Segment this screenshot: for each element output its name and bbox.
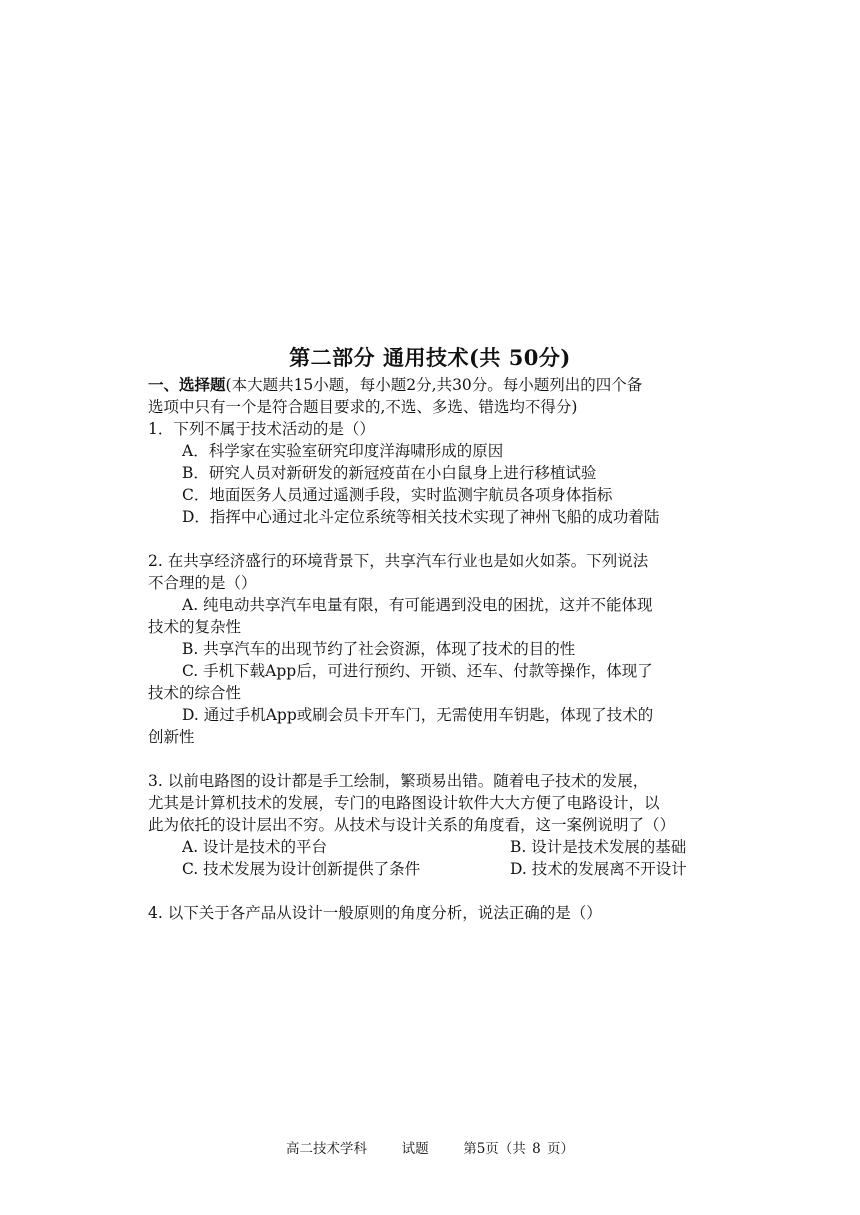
question-1-option-b: B．研究人员对新研发的新冠疫苗在小白鼠身上进行移植试验	[182, 464, 597, 482]
footer-page-number: 第5页（共 8 页）	[463, 1141, 574, 1157]
spacer	[148, 880, 718, 902]
question-1-option-a: A．科学家在实验室研究印度洋海啸形成的原因	[182, 442, 504, 460]
question-3-option-d: D. 技术的发展离不开设计	[510, 860, 687, 878]
question-1-option-c: C．地面医务人员通过遥测手段，实时监测宇航员各项身体指标	[182, 486, 613, 504]
question-3-stem-line-2: 尤其是计算机技术的发展，专门的电路图设计软件大大方便了电路设计，以	[148, 794, 660, 812]
question-4-stem: 4. 以下关于各产品从设计一般原则的角度分析，说法正确的是（）	[148, 904, 602, 922]
instructions-line-2: 选项中只有一个是符合题目要求的,不选、多选、错选均不得分)	[148, 398, 578, 416]
question-2-option-a-line-1: A. 纯电动共享汽车电量有限，有可能遇到没电的困扰，这并不能体现	[182, 596, 653, 614]
question-2-option-d-line-2: 创新性	[148, 728, 195, 746]
question-3-options-row-2	[148, 858, 718, 880]
question-3-option-a: A. 设计是技术的平台	[182, 838, 328, 856]
question-2-option-c-line-1: C. 手机下载App后，可进行预约、开锁、还车、付款等操作，体现了	[182, 662, 653, 680]
question-2-option-d-line-1: D. 通过手机App或刷会员卡开车门，无需使用车钥匙，体现了技术的	[182, 706, 654, 724]
question-3-option-b: B. 设计是技术发展的基础	[510, 838, 687, 856]
question-2-stem-line-1: 2. 在共享经济盛行的环境背景下，共享汽车行业也是如火如荼。下列说法	[148, 552, 649, 570]
spacer	[148, 528, 718, 550]
question-3-stem-line-1: 3. 以前电路图的设计都是手工绘制，繁琐易出错。随着电子技术的发展，	[148, 772, 649, 790]
instructions-line-1	[148, 374, 718, 396]
question-2-stem-line-2: 不合理的是（）	[148, 574, 257, 592]
footer-subject: 高二技术学科	[286, 1141, 368, 1157]
question-1-option-d: D．指挥中心通过北斗定位系统等相关技术实现了神州飞船的成功着陆	[182, 508, 660, 526]
question-2-option-b: B. 共享汽车的出现节约了社会资源，体现了技术的目的性	[182, 640, 576, 658]
question-content	[148, 374, 718, 924]
section-title: 第二部分 通用技术(共 50分)	[289, 345, 571, 370]
instructions-text: (本大题共15小题，每小题2分,共30分。每小题列出的四个备	[225, 376, 643, 394]
question-3-option-c: C. 技术发展为设计创新提供了条件	[182, 860, 421, 878]
section-heading: 一、选择题	[148, 375, 226, 394]
question-1-stem: 1．下列不属于技术活动的是（）	[148, 420, 375, 438]
spacer	[148, 748, 718, 770]
question-3-stem-line-3: 此为依托的设计层出不穷。从技术与设计关系的角度看，这一案例说明了（）	[148, 816, 676, 834]
question-2-option-a-line-2: 技术的复杂性	[148, 618, 242, 636]
question-2-option-c-line-2: 技术的综合性	[148, 684, 242, 702]
page-footer	[0, 1137, 860, 1157]
footer-paper: 试题	[401, 1141, 429, 1157]
question-3-options-row-1	[148, 836, 718, 858]
